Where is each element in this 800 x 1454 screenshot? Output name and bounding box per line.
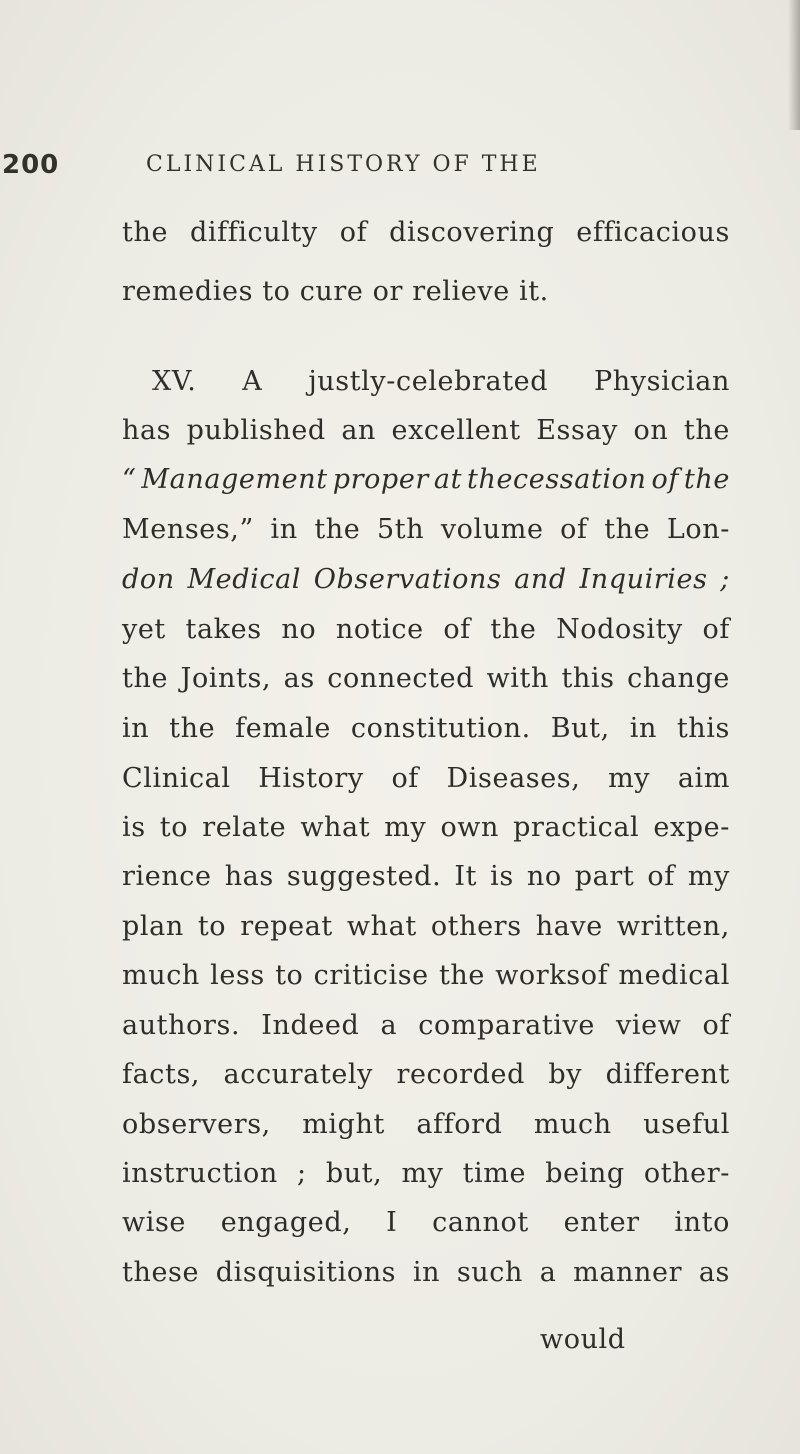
word: to bbox=[159, 812, 189, 843]
word: at bbox=[433, 464, 463, 495]
text-line bbox=[122, 1055, 730, 1095]
word: time bbox=[462, 1158, 527, 1189]
text-line bbox=[122, 956, 730, 996]
word: written, bbox=[616, 911, 730, 942]
word: much bbox=[533, 1109, 612, 1140]
word: afford bbox=[416, 1109, 503, 1140]
word: proper bbox=[332, 464, 429, 495]
word: wise bbox=[122, 1207, 186, 1238]
word: others bbox=[430, 911, 522, 942]
text-line bbox=[122, 759, 730, 799]
word: XV. bbox=[152, 366, 197, 397]
word: facts, bbox=[122, 1059, 201, 1090]
word: my bbox=[687, 861, 730, 892]
word: I bbox=[386, 1207, 398, 1238]
word: the bbox=[490, 614, 537, 645]
word: of bbox=[560, 514, 588, 545]
word: accurately bbox=[223, 1059, 373, 1090]
word: to bbox=[275, 960, 304, 991]
word: view bbox=[616, 1010, 682, 1041]
word: this bbox=[561, 663, 615, 694]
word: the bbox=[314, 514, 361, 545]
word: connected bbox=[327, 663, 475, 694]
word: of bbox=[391, 763, 419, 794]
word: Essay bbox=[536, 415, 619, 446]
word: much bbox=[122, 960, 200, 991]
word: aim bbox=[677, 763, 730, 794]
word: an bbox=[341, 415, 377, 446]
word: Clinical bbox=[122, 763, 231, 794]
word: published bbox=[186, 415, 326, 446]
word: and bbox=[514, 564, 567, 595]
word: female bbox=[235, 713, 331, 744]
word: plan bbox=[122, 911, 184, 942]
word: But, bbox=[550, 713, 610, 744]
word: comparative bbox=[418, 1010, 595, 1041]
word: constitution. bbox=[350, 713, 531, 744]
word: cannot bbox=[432, 1207, 529, 1238]
word: recorded bbox=[396, 1059, 525, 1090]
text-line bbox=[122, 1006, 730, 1046]
word: the bbox=[438, 960, 485, 991]
word: worksof bbox=[495, 960, 609, 991]
text-line bbox=[122, 411, 730, 451]
word: different bbox=[605, 1059, 730, 1090]
word: what bbox=[346, 911, 417, 942]
page-number: 200 bbox=[2, 150, 60, 180]
text-line bbox=[122, 560, 730, 600]
word: to bbox=[197, 911, 227, 942]
word: these bbox=[122, 1257, 200, 1288]
word: what bbox=[300, 812, 371, 843]
word: into bbox=[674, 1207, 730, 1238]
text-line bbox=[122, 1203, 730, 1243]
word: Indeed bbox=[261, 1010, 360, 1041]
word: by bbox=[548, 1059, 583, 1090]
word: takes bbox=[185, 614, 262, 645]
word: don bbox=[122, 564, 175, 595]
word: 5th bbox=[376, 514, 425, 545]
word: yet bbox=[122, 614, 166, 645]
word: of bbox=[702, 614, 730, 645]
word: the bbox=[122, 663, 169, 694]
word: Medical bbox=[187, 564, 302, 595]
word: in bbox=[412, 1257, 441, 1288]
word: is bbox=[490, 861, 514, 892]
word: It bbox=[454, 861, 478, 892]
page-edge-shadow bbox=[788, 0, 800, 130]
word: is bbox=[122, 812, 146, 843]
text-line bbox=[122, 907, 730, 947]
word: change bbox=[627, 663, 730, 694]
word: my bbox=[608, 763, 651, 794]
word: of bbox=[443, 614, 471, 645]
word: Observations bbox=[313, 564, 502, 595]
word: my bbox=[384, 812, 427, 843]
word: has bbox=[122, 415, 172, 446]
word: Menses,” bbox=[122, 514, 254, 545]
word: difficulty bbox=[189, 217, 318, 248]
word: medical bbox=[618, 960, 730, 991]
word: instruction bbox=[122, 1158, 278, 1189]
word: a bbox=[539, 1257, 557, 1288]
word: excellent bbox=[391, 415, 521, 446]
word: repeat bbox=[240, 911, 333, 942]
word: Physician bbox=[594, 366, 730, 397]
text-line bbox=[122, 808, 730, 848]
word: History bbox=[258, 763, 364, 794]
word: ; bbox=[720, 564, 730, 595]
text-line bbox=[122, 213, 730, 253]
word: observers, bbox=[122, 1109, 271, 1140]
word: no bbox=[526, 861, 562, 892]
word: being bbox=[545, 1158, 625, 1189]
word: the bbox=[683, 415, 730, 446]
word: of bbox=[651, 464, 679, 495]
text-line bbox=[122, 659, 730, 699]
word: of bbox=[647, 861, 675, 892]
word: no bbox=[281, 614, 317, 645]
word: enter bbox=[563, 1207, 640, 1238]
word: on bbox=[633, 415, 669, 446]
word: Diseases, bbox=[446, 763, 581, 794]
word: Lon- bbox=[666, 514, 730, 545]
word: discovering bbox=[389, 217, 555, 248]
page-header bbox=[0, 150, 800, 190]
text-line bbox=[122, 610, 730, 650]
word: the bbox=[604, 514, 651, 545]
word: other- bbox=[643, 1158, 730, 1189]
word: efficacious bbox=[576, 217, 730, 248]
word: less bbox=[210, 960, 265, 991]
word: my bbox=[401, 1158, 444, 1189]
word: thecessation bbox=[467, 464, 647, 495]
text-line bbox=[122, 1154, 730, 1194]
word: of bbox=[702, 1010, 730, 1041]
word: Management bbox=[141, 464, 328, 495]
word: disquisitions bbox=[215, 1257, 397, 1288]
word: criticise bbox=[313, 960, 429, 991]
word: Nodosity bbox=[556, 614, 683, 645]
word: a bbox=[380, 1010, 398, 1041]
word: suggested. bbox=[286, 861, 442, 892]
word: “ bbox=[122, 464, 137, 495]
word: the bbox=[169, 713, 216, 744]
word: A bbox=[242, 366, 263, 397]
text-line bbox=[122, 510, 730, 550]
word: part bbox=[574, 861, 635, 892]
running-head: CLINICAL HISTORY OF THE bbox=[146, 152, 541, 177]
word: in bbox=[122, 713, 150, 744]
word: authors. bbox=[122, 1010, 241, 1041]
word: in bbox=[270, 514, 298, 545]
word: Inquiries bbox=[579, 564, 708, 595]
word: but, bbox=[325, 1158, 383, 1189]
word: useful bbox=[643, 1109, 730, 1140]
word: relate bbox=[202, 812, 287, 843]
word: volume bbox=[440, 514, 544, 545]
text-line bbox=[122, 857, 730, 897]
word: notice bbox=[335, 614, 424, 645]
text-line bbox=[122, 460, 730, 500]
word: the bbox=[683, 464, 730, 495]
word: has bbox=[224, 861, 274, 892]
word: as bbox=[698, 1257, 730, 1288]
text-line bbox=[122, 709, 730, 749]
word: practical bbox=[513, 812, 640, 843]
word: ; bbox=[297, 1158, 307, 1189]
word: rience bbox=[122, 861, 212, 892]
word: this bbox=[676, 713, 730, 744]
word: as bbox=[283, 663, 315, 694]
word: have bbox=[535, 911, 603, 942]
word: with bbox=[486, 663, 549, 694]
catchword: would bbox=[540, 1324, 626, 1355]
text-line bbox=[122, 1253, 730, 1293]
word: such bbox=[456, 1257, 523, 1288]
word: in bbox=[629, 713, 657, 744]
word: engaged, bbox=[220, 1207, 352, 1238]
word: the bbox=[122, 217, 169, 248]
word: might bbox=[302, 1109, 385, 1140]
word: of bbox=[339, 217, 368, 248]
word: Joints, bbox=[180, 663, 272, 694]
word: manner bbox=[573, 1257, 683, 1288]
section-heading-line bbox=[152, 362, 730, 402]
text-line: remedies to cure or relieve it. bbox=[122, 276, 549, 307]
text-line bbox=[122, 1105, 730, 1145]
word: own bbox=[440, 812, 500, 843]
word: expe- bbox=[653, 812, 730, 843]
word: justly-celebrated bbox=[308, 366, 549, 397]
